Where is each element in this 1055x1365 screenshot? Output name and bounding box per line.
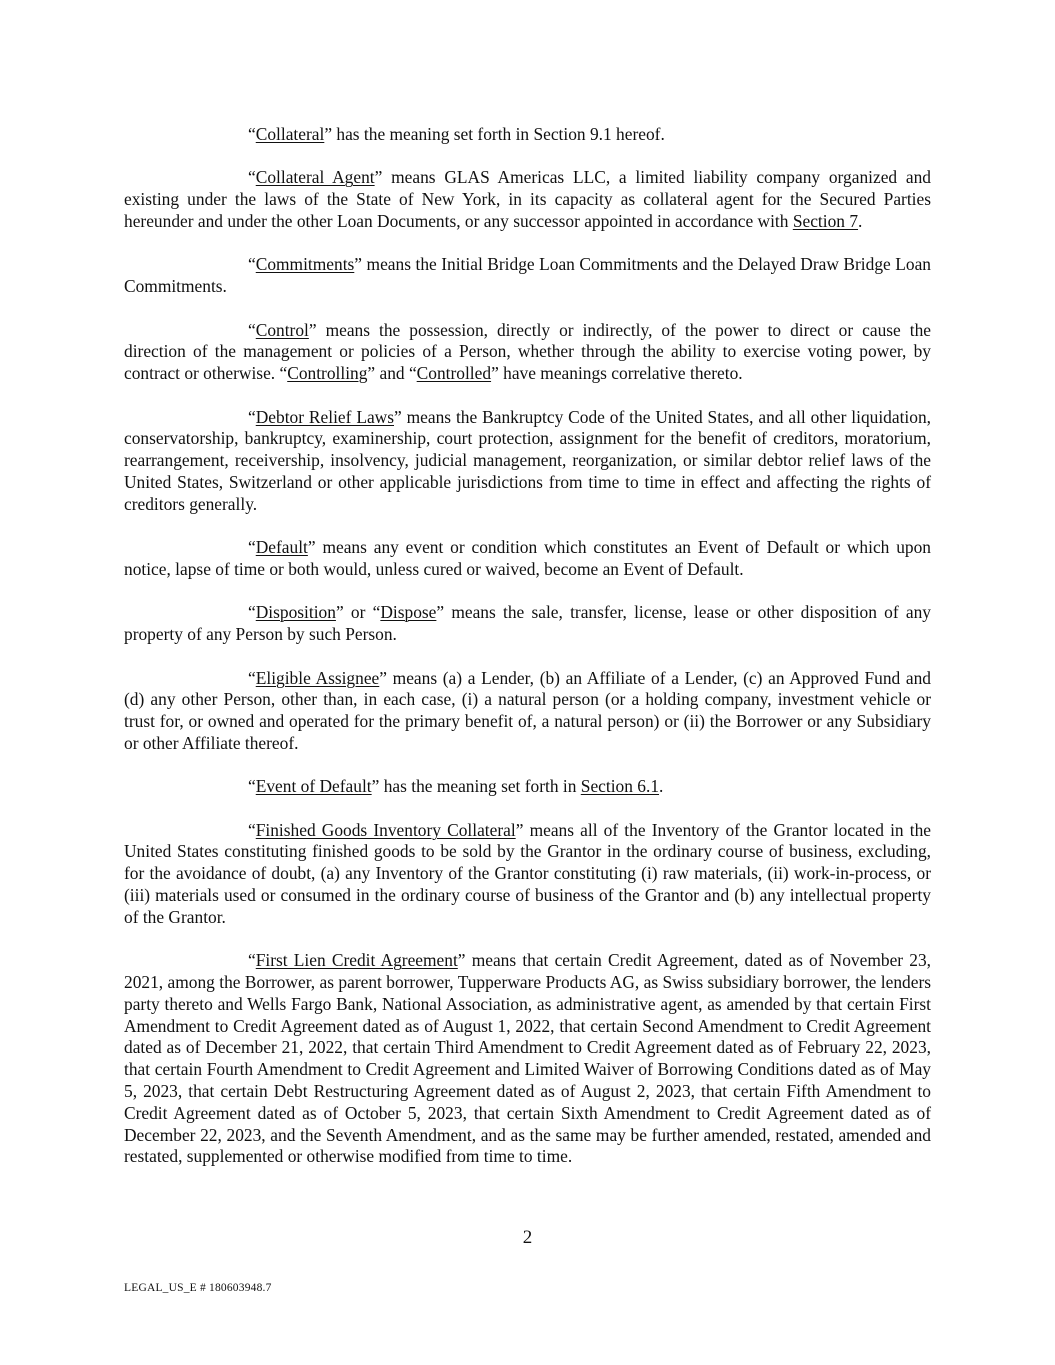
- definition-commitments: “Commitments” means the Initial Bridge Loan Commitments and the Delayed Draw Bridge Loan Commitments.: [124, 254, 931, 297]
- page-number: 2: [522, 1227, 533, 1248]
- defined-term: Controlling: [287, 363, 368, 384]
- defined-term: Disposition: [255, 602, 336, 623]
- definition-first-lien-credit-agreement: “First Lien Credit Agreement” means that certain Credit Agreement, dated as of November 23, 2021, among the Borrower, as parent borrower, Tupperware Products AG, as Swiss subsidiary borrower, the lenders party thereto and Wells Fargo Bank, National Association, as administrative agent, as amended by that certain First Amendment to Credit Agreement dated as of August 1, 2022, that certain Second Amendment to Credit Agreement dated as of December 21, 2022, that certain Third Amendment to Credit Agreement dated as of February 22, 2023, that certain Fourth Amendment to Credit Agreement and Limited Waiver of Borrowing Conditions dated as of May 5, 2023, that certain Debt Restructuring Agreement dated as of August 2, 2023, that certain Fifth Amendment to Credit Agreement dated as of October 5, 2023, that certain Sixth Amendment to Credit Agreement dated as of December 22, 2023, and the Seventh Amendment, and as the same may be further amended, restated, amended and restated, supplemented or otherwise modified from time to time.: [124, 950, 931, 1167]
- defined-term: Finished Goods Inventory Collateral: [255, 819, 516, 840]
- definition-event-of-default: “Event of Default” has the meaning set forth in Section 6.1.: [248, 776, 664, 797]
- definition-disposition: “Disposition” or “Dispose” means the sale, transfer, license, lease or other disposition of any property of any Person by such Person.: [124, 602, 931, 645]
- section-reference: Section 6.1: [580, 776, 660, 797]
- definition-collateral: “Collateral” has the meaning set forth in Section 9.1 hereof.: [248, 124, 665, 144]
- document-id: LEGAL_US_E # 180603948.7: [124, 1282, 272, 1294]
- definition-finished-goods-inventory-collateral: “Finished Goods Inventory Collateral” means all of the Inventory of the Grantor located in the United States constituting finished goods to be sold by the Grantor in the ordinary course of business, excluding, for the avoidance of doubt, (a) any Inventory of the Grantor constituting (i) raw materials, (ii) work-in-process, or (iii) materials used or consumed in the ordinary course of business of the Grantor and (b) any intellectual property of the Grantor.: [124, 819, 931, 927]
- section-reference: Section 7: [792, 210, 859, 231]
- defined-term: First Lien Credit Agreement: [255, 950, 458, 971]
- definition-collateral-agent: “Collateral Agent” means GLAS Americas LLC, a limited liability company organized and existing under the laws of the State of New York, in its capacity as collateral agent for the Secured Parties hereunder and under the other Loan Documents, or any successor appointed in accordance with Section 7.: [124, 167, 931, 231]
- defined-term: Control: [255, 319, 309, 340]
- defined-term: Default: [255, 537, 308, 558]
- definitions-section: [124, 124, 931, 1190]
- defined-term: Event of Default: [255, 776, 372, 797]
- defined-term: Collateral Agent: [255, 167, 375, 188]
- definition-default: “Default” means any event or condition which constitutes an Event of Default or which upon notice, lapse of time or both would, unless cured or waived, become an Event of Default.: [124, 537, 931, 579]
- defined-term: Controlled: [416, 363, 492, 384]
- defined-term: Collateral: [255, 124, 325, 144]
- defined-term: Debtor Relief Laws: [255, 406, 394, 427]
- defined-term: Eligible Assignee: [255, 667, 380, 688]
- definition-eligible-assignee: “Eligible Assignee” means (a) a Lender, (b) an Affiliate of a Lender, (c) an Approved Fund and (d) any other Person, other than, in each case, (i) a natural person (or a holding company, investment vehicle or trust for, or owned and operated for the primary benefit of, a natural person) or (ii) the Borrower or any Subsidiary or other Affiliate thereof.: [124, 667, 931, 753]
- definition-debtor-relief-laws: “Debtor Relief Laws” means the Bankruptcy Code of the United States, and all other liquidation, conservatorship, bankruptcy, examinership, court protection, assignment for the benefit of creditors, moratorium, rearrangement, receivership, insolvency, judicial management, reorganization, or similar debtor relief laws of the United States, Switzerland or other applicable jurisdictions from time to time in effect and affecting the rights of creditors generally.: [124, 406, 931, 514]
- definition-control: “Control” means the possession, directly or indirectly, of the power to direct or cause the direction of the management or policies of a Person, whether through the ability to exercise voting power, by contract or otherwise. “Controlling” and “Controlled” have meanings correlative thereto.: [124, 319, 931, 384]
- defined-term: Dispose: [380, 602, 437, 623]
- defined-term: Commitments: [255, 254, 355, 275]
